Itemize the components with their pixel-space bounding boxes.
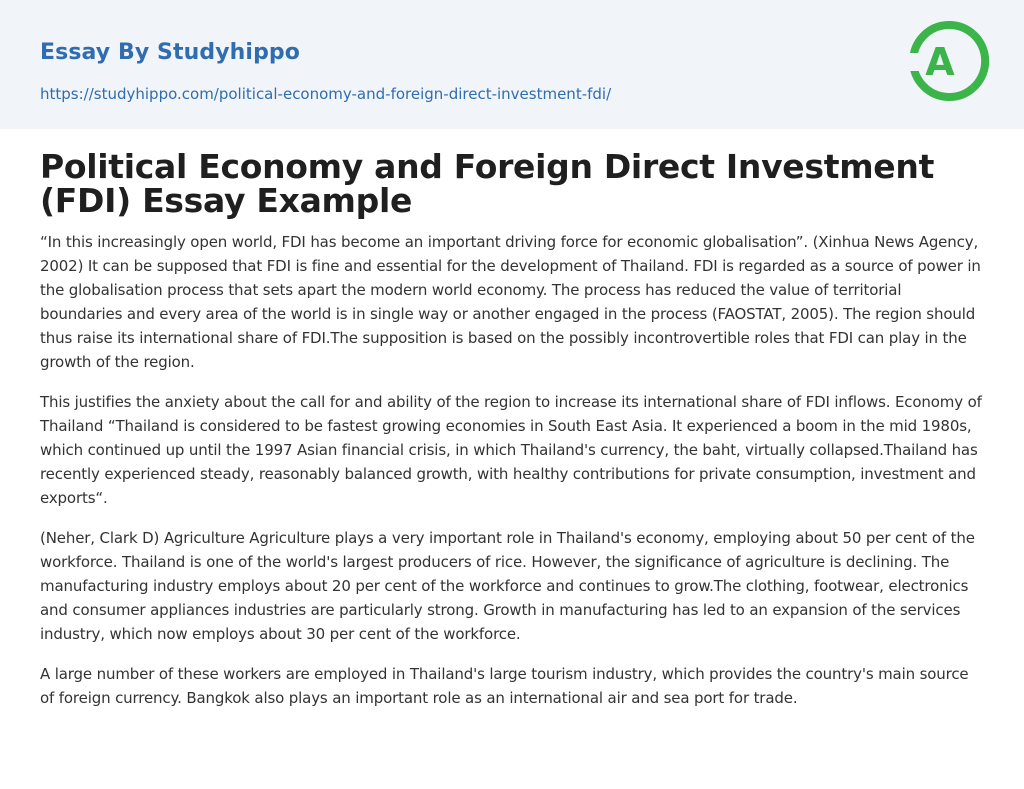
- article-paragraph: A large number of these workers are employed in Thailand's large tourism industry, which provides the country's main source of foreign currency. Bangkok also plays an important role as an international air and sea port for trade.: [40, 665, 969, 707]
- site-brand[interactable]: Essay By Studyhippo: [40, 40, 300, 65]
- article-paragraph: (Neher, Clark D) Agriculture Agriculture plays a very important role in Thailand's economy, employing about 50 per cent of the workforce. Thailand is one of the world's largest producers of rice. However, the significance of agriculture is declining. The manufacturing industry employs about 20 per cent of the workforce and continues to grow.The clothing, footwear, electronics and consumer appliances industries are particularly strong. Growth in manufacturing has led to an expansion of the services industry, which now employs about 30 per cent of the workforce.: [40, 529, 975, 643]
- article-url-link[interactable]: https://studyhippo.com/political-economy-and-foreign-direct-investment-fdi/: [40, 85, 612, 103]
- site-header: [0, 0, 1024, 129]
- article-content: [40, 147, 984, 726]
- article-body: [40, 230, 984, 710]
- article-paragraph: “In this increasingly open world, FDI has become an important driving force for economic globalisation”. (Xinhua News Agency, 2002) It can be supposed that FDI is fine and essential for the development of Thailand. FDI is regarded as a source of power in the globalisation process that sets apart the modern world economy. The process has reduced the value of territorial boundaries and every area of the world is in single way or another engaged in the process (FAOSTAT, 2005). The region should thus raise its international share of FDI.The supposition is based on the possibly incontrovertible roles that FDI can play in the growth of the region.: [40, 233, 981, 371]
- logo-letter: A: [925, 40, 955, 84]
- studyhippo-logo-icon[interactable]: [909, 17, 989, 107]
- article-paragraph: This justifies the anxiety about the call for and ability of the region to increase its international share of FDI inflows. Economy of Thailand “Thailand is considered to be fastest growing economies in South East Asia. It experienced a boom in the mid 1980s, which continued up until the 1997 Asian financial crisis, in which Thailand's currency, the baht, virtually collapsed.Thailand has recently experienced steady, reasonably balanced growth, with healthy contributions for private consumption, investment and exports“.: [40, 393, 982, 507]
- article-title: Political Economy and Foreign Direct Investment (FDI) Essay Example: [40, 147, 935, 220]
